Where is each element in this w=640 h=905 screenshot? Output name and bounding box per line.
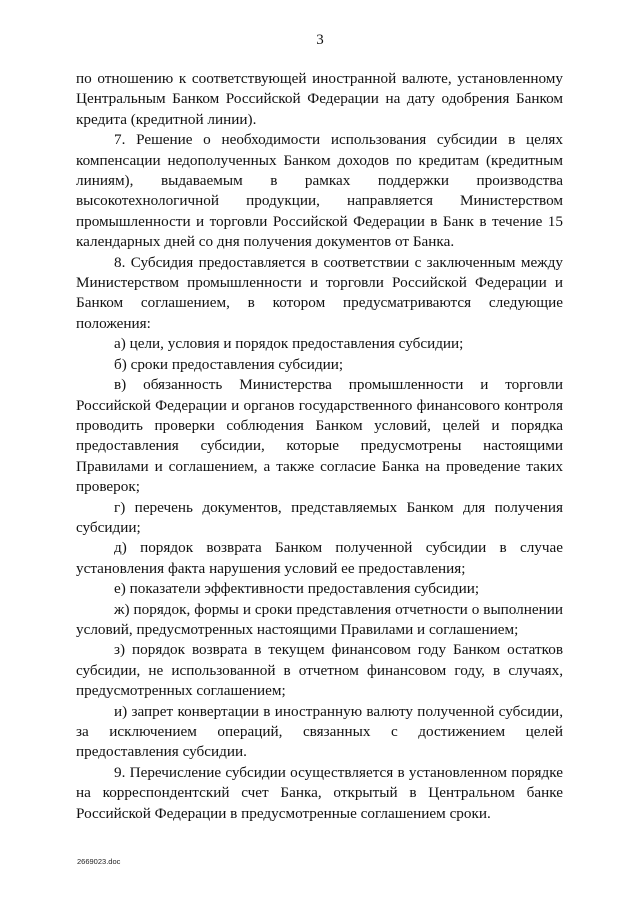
list-item-d: д) порядок возврата Банком полученной субсидии в случае установления факта нарушения условий ее предоставления; bbox=[76, 539, 563, 577]
page-number: 3 bbox=[316, 32, 324, 48]
list-item-a: а) цели, условия и порядок предоставления субсидии; bbox=[114, 335, 464, 353]
list-item-z: з) порядок возврата в текущем финансовом году Банком остатков субсидии, не использованной в отчетном финансовом году, в случаях, предусмотренных соглашением; bbox=[76, 641, 563, 700]
paragraph-item-8: 8. Субсидия предоставляется в соответствии с заключенным между Министерством промышленности и торговли Российской Федерации и Банком соглашением, в котором предусматриваются следующие положения: bbox=[76, 253, 563, 332]
list-item-g: г) перечень документов, представляемых Банком для получения субсидии; bbox=[76, 498, 563, 536]
list-item-b: б) сроки предоставления субсидии; bbox=[114, 355, 344, 373]
paragraph-item-9: 9. Перечисление субсидии осуществляется в установленном порядке на корреспондентский счет Банка, открытый в Центральном банке Российской Федерации в предусмотренные соглашением сроки. bbox=[76, 763, 563, 822]
list-item-zh: ж) порядок, формы и сроки представления отчетности о выполнении условий, предусмотренных настоящими Правилами и соглашением; bbox=[76, 600, 563, 638]
list-item-i: и) запрет конвертации в иностранную валюту полученной субсидии, за исключением операций, связанных с достижением целей предоставления субсидии. bbox=[76, 702, 563, 761]
list-item-e: е) показатели эффективности предоставления субсидии; bbox=[114, 580, 480, 598]
list-item-v: в) обязанность Министерства промышленности и торговли Российской Федерации и органов государственного финансового контроля проводить проверки соблюдения Банком условий, целей и порядка предоставления субсидии, которые предусмотрены настоящими Правилами и соглашением, а также согласие Банка на проведение таких проверок; bbox=[76, 376, 563, 496]
paragraph-continuation: по отношению к соответствующей иностранной валюте, установленному Центральным Банком Российской Федерации на дату одобрения Банком кредита (кредитной линии). bbox=[76, 70, 563, 128]
footer-doc-code: 2669023.doc bbox=[77, 857, 121, 866]
document-body bbox=[76, 69, 563, 824]
paragraph-item-7: 7. Решение о необходимости использования субсидии в целях компенсации недополученных Банком доходов по кредитам (кредитным линиям), выдаваемым в рамках поддержки производства высокотехнологичной продукции, направляется Министерством промышленности и торговли Российской Федерации в Банк в течение 15 календарных дней со дня получения документов от Банка. bbox=[76, 131, 563, 251]
